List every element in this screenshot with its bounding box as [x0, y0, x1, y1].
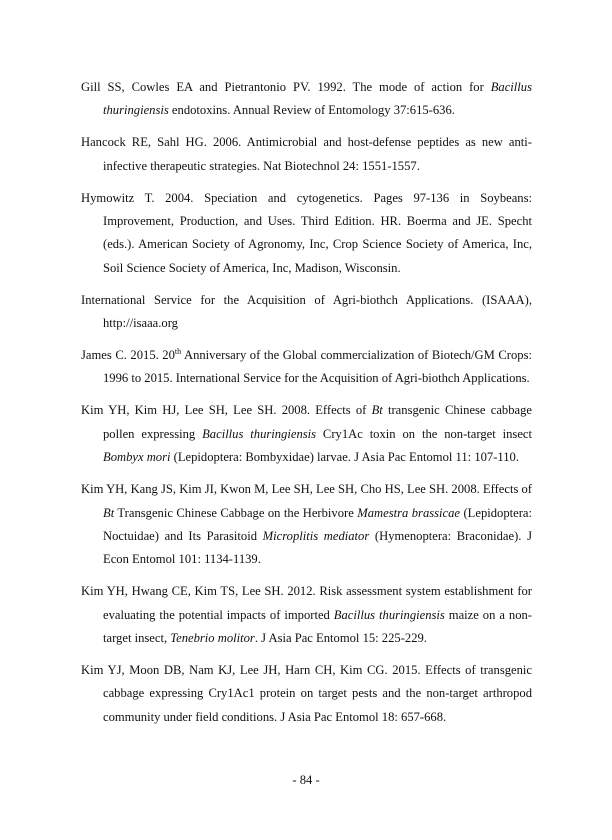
reference-text: International Service for the Acquisition of Agri-biothch Applications. (ISAAA), http://isaaa.org	[81, 292, 532, 331]
reference-text: Kim YH, Kim HJ, Lee SH, Lee SH. 2008. Effects of	[81, 403, 372, 418]
reference-text: (Hymenoptera: Braconidae). J Econ Entomol 101: 1134-1139.	[103, 528, 532, 567]
reference-entry	[81, 131, 532, 178]
reference-text: Anniversary of the Global commercialization of Biotech/GM Crops: 1996 to 2015. International Service for the Acquisition of Agri-biothch Applications.	[103, 348, 532, 386]
reference-text: Hancock RE, Sahl HG. 2006. Antimicrobial and host-defense peptides as new anti-infective therapeutic strategies. Nat Biotechnol 24: 1551-1557.	[81, 135, 532, 173]
species-name: Bacillus thuringiensis	[333, 607, 445, 622]
reference-text: Cry1Ac toxin on the non-target insect	[316, 426, 532, 441]
reference-text: Transgenic Chinese Cabbage on the Herbivore	[114, 505, 358, 520]
species-name: Bacillus thuringiensis	[103, 80, 532, 118]
reference-text: Hymowitz T. 2004. Speciation and cytogenetics. Pages 97-136 in Soybeans: Improvement, Production, and Uses. Third Edition. HR. Boerma and JE. Specht (eds.). American Society of Agronomy, Inc, Crop Science Society of America, Inc, Soil Science Society of America, Inc, Madison, Wisconsin.	[81, 190, 532, 275]
reference-entry	[81, 76, 532, 123]
reference-entry	[81, 399, 532, 469]
species-name: Tenebrio molitor	[170, 631, 255, 646]
reference-entry	[81, 580, 532, 650]
reference-text: endotoxins. Annual Review of Entomology 37:615-636.	[168, 103, 455, 118]
reference-entry	[81, 344, 532, 391]
species-name: Bacillus thuringiensis	[202, 426, 317, 441]
reference-text: transgenic Chinese cabbage pollen expressing	[103, 403, 532, 441]
reference-entry	[81, 187, 532, 281]
superscript: th	[174, 346, 182, 356]
species-name: Bt	[371, 403, 383, 418]
reference-text: Kim YH, Kang JS, Kim JI, Kwon M, Lee SH, Lee SH, Cho HS, Lee SH. 2008. Effects of	[81, 482, 532, 497]
reference-text: Kim YH, Hwang CE, Kim TS, Lee SH. 2012. Risk assessment system establishment for evaluating the potential impacts of imported	[81, 584, 532, 622]
reference-list	[81, 76, 532, 738]
page-number: - 84 -	[292, 773, 320, 787]
species-name: Microplitis mediator	[262, 528, 370, 543]
species-name: Bombyx mori	[103, 450, 171, 465]
reference-text: Gill SS, Cowles EA and Pietrantonio PV. 1992. The mode of action for	[81, 80, 491, 94]
species-name: Mamestra brassicae	[357, 505, 461, 520]
reference-text: (Lepidoptera: Noctuidae) and Its Parasitoid	[103, 505, 533, 543]
reference-text: maize on a non-target insect,	[103, 607, 532, 646]
reference-text: James C. 2015. 20	[81, 348, 175, 363]
reference-entry	[81, 478, 532, 572]
species-name: Bt	[103, 505, 115, 520]
reference-text: . J Asia Pac Entomol 15: 225-229.	[254, 631, 427, 646]
reference-text: (Lepidoptera: Bombyxidae) larvae. J Asia Pac Entomol 11: 107-110.	[170, 450, 519, 465]
reference-entry	[81, 289, 532, 336]
reference-text: Kim YJ, Moon DB, Nam KJ, Lee JH, Harn CH, Kim CG. 2015. Effects of transgenic cabbage expressing Cry1Ac1 protein on target pests and the non-target arthropod community under field conditions. J Asia Pac Entomol 18: 657-668.	[81, 662, 532, 724]
reference-entry	[81, 659, 532, 729]
